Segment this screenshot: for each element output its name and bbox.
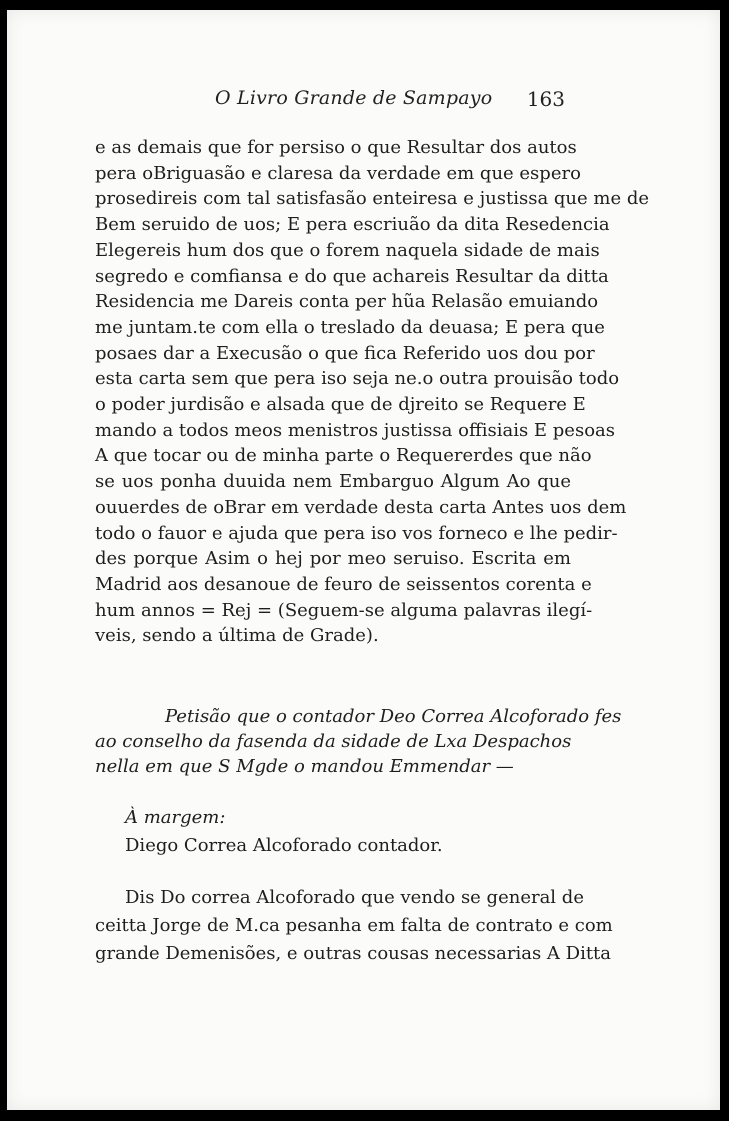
text-line-14: se uos ponha duuida nem Embarguo Algum Ao que: [95, 471, 571, 493]
margin-note: [95, 804, 571, 860]
margin-label: À margem:: [125, 807, 226, 828]
paragraph-two: [95, 884, 613, 968]
text-line-20: veis, sendo a última de Grade).: [95, 625, 379, 647]
text-line-19: hum annos = Rej = (Seguem-se alguma palavras ilegí-: [95, 599, 593, 621]
text-line-6: segredo e comfiansa e do que achareis Resultar da ditta: [95, 265, 609, 287]
text-line-10: esta carta sem que pera iso seja ne.o outra prouisão todo: [95, 368, 620, 390]
document-page: [7, 10, 720, 1110]
text-line-5: Elegereis hum dos que o forem naquela sidade de mais: [95, 239, 600, 261]
text-line-16: todo o fauor e ajuda que pera iso vos forneco e lhe pedir-: [95, 522, 618, 544]
text-line-4: Bem seruido de uos; E pera escriuão da dita Resedencia: [95, 214, 610, 236]
paragraph-two-line-2: ceitta Jorge de M.ca pesanha em falta de contrato e com: [95, 915, 613, 936]
text-line-9: posaes dar a Execusão o que fica Referido uos dou por: [95, 342, 595, 364]
margin-text: Diego Correa Alcoforado contador.: [125, 835, 443, 856]
text-line-17: des porque Asim o hej por meo seruiso. Escrita em: [95, 548, 571, 570]
running-title: O Livro Grande de Sampayo: [215, 87, 493, 109]
paragraph-two-line-1: Dis Do correa Alcoforado que vendo se general de: [125, 887, 584, 908]
main-text: [95, 135, 650, 649]
text-line-12: mando a todos meos menistros justissa offisiais E pesoas: [95, 419, 616, 441]
paragraph-two-line-3: grande Demenisões, e outras cousas necessarias A Ditta: [95, 943, 612, 964]
petition-heading: [95, 704, 622, 779]
running-head: [95, 85, 571, 119]
text-line-7: Residencia me Dareis conta per hũa Relasão emuiando: [95, 291, 599, 313]
petition-line-1: Petisão que o contador Deo Correa Alcoforado fes: [165, 706, 622, 727]
text-line-13: A que tocar ou de minha parte o Requererdes que não: [95, 445, 592, 467]
text-line-15: ouuerdes de oBrar em verdade desta carta Antes uos dem: [95, 496, 627, 518]
text-line-18: Madrid aos desanoue de feuro de seissentos corenta e: [95, 573, 592, 595]
text-line-3: prosedireis com tal satisfasão enteiresa e justissa que me de: [95, 188, 650, 210]
text-line-1: e as demais que for persiso o que Resultar dos autos: [95, 137, 577, 158]
text-line-11: o poder jurdisão e alsada que de djreito se Requere E: [95, 394, 586, 416]
text-line-8: me juntam.te com ella o treslado da deuasa; E pera que: [95, 316, 605, 338]
petition-line-3: nella em que S Mgde o mandou Emmendar —: [95, 756, 514, 777]
page-number: 163: [526, 87, 565, 111]
petition-line-2: ao conselho da fasenda da sidade de Lxa Despachos: [95, 731, 572, 752]
text-line-2: pera oBriguasão e claresa da verdade em que espero: [95, 162, 581, 184]
